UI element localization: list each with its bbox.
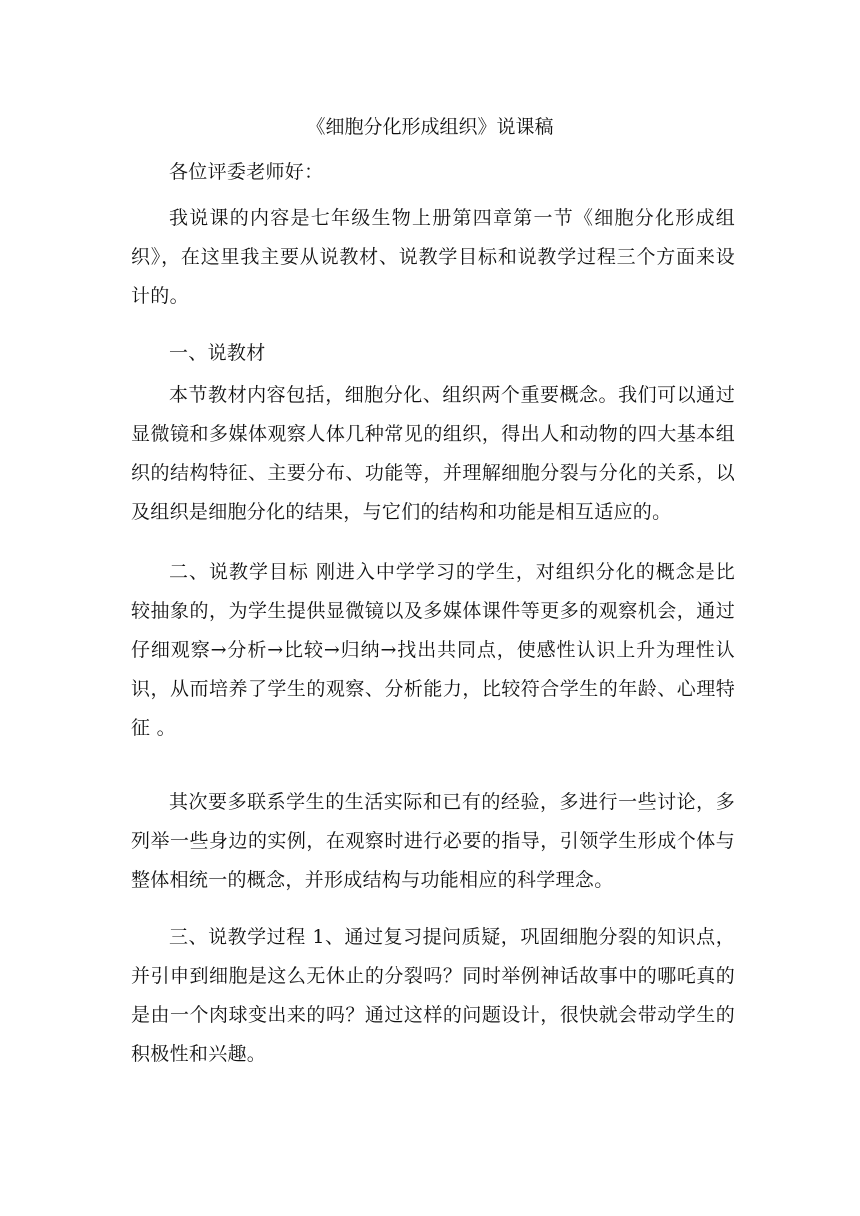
section1-heading: 一、说教材	[169, 342, 266, 364]
document-title: 《细胞分化形成组织》说课稿	[306, 116, 554, 138]
section2-paragraph: 二、说教学目标 刚进入中学学习的学生，对组织分化的概念是比较抽象的，为学生提供显微镜以及多媒体课件等更多的观察机会，通过仔细观察→分析→比较→归纳→找出共同点，使感性认识上升为理性认识，从而培养了学生的观察、分析能力，比较符合学生的年龄、心理特征 。	[131, 561, 735, 739]
section1-content-paragraph: 本节教材内容包括，细胞分化、组织两个重要概念。我们可以通过显微镜和多媒体观察人体几种常见的组织，得出人和动物的四大基本组织的结构特征、主要分布、功能等，并理解细胞分裂与分化的关系，以及组织是细胞分化的结果，与它们的结构和功能是相互适应的。	[131, 384, 735, 523]
section3-paragraph: 三、说教学过程 1、通过复习提问质疑，巩固细胞分裂的知识点，并引申到细胞是这么无休止的分裂吗？同时举例神话故事中的哪吒真的是由一个肉球变出来的吗？通过这样的问题设计，很快就会带动学生的积极性和兴趣。	[131, 926, 735, 1065]
section2-next-paragraph: 其次要多联系学生的生活实际和已有的经验，多进行一些讨论，多列举一些身边的实例，在观察时进行必要的指导，引领学生形成个体与整体相统一的概念，并形成结构与功能相应的科学理念。	[131, 791, 735, 891]
greeting-paragraph: 各位评委老师好：	[169, 161, 324, 183]
intro-paragraph: 我说课的内容是七年级生物上册第四章第一节《细胞分化形成组织》，在这里我主要从说教材、说教学目标和说教学过程三个方面来设计的。	[131, 207, 735, 307]
